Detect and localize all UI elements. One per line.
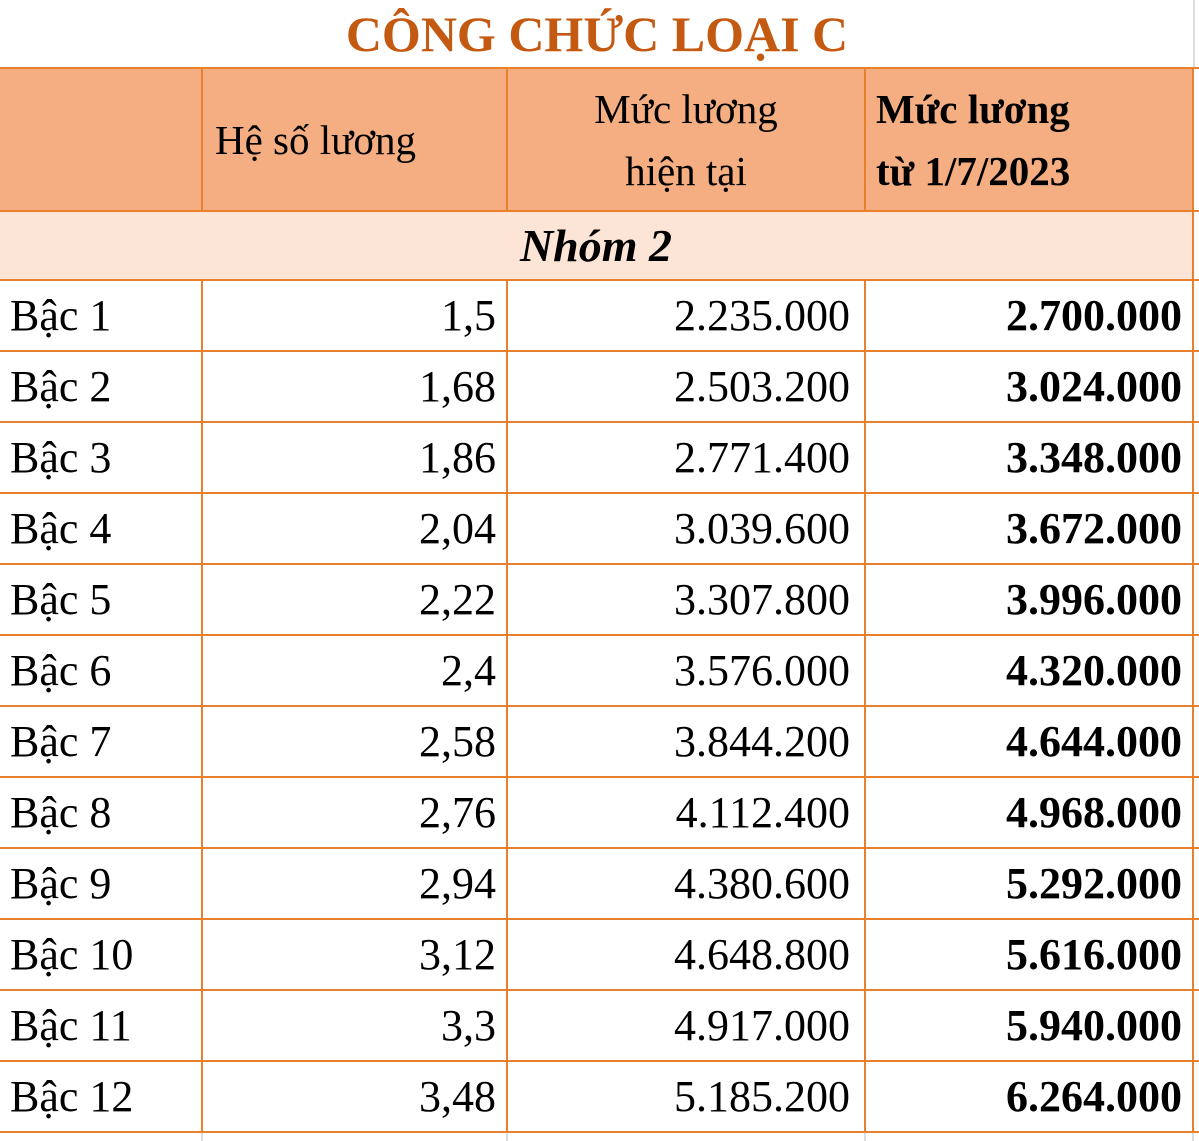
current-salary-cell-value: 3.307.800 — [674, 575, 850, 624]
coefficient-cell — [203, 494, 508, 565]
level-cell — [0, 707, 203, 778]
level-cell-value: Bậc 12 — [10, 1072, 134, 1121]
new-salary-cell-value: 5.616.000 — [1006, 930, 1182, 979]
coefficient-cell — [203, 920, 508, 991]
current-salary-cell — [508, 494, 866, 565]
current-salary-cell — [508, 423, 866, 494]
new-salary-cell — [866, 565, 1194, 636]
cropped-cell — [1194, 1133, 1199, 1141]
cropped-column-cell — [1194, 707, 1199, 778]
cropped-cell — [508, 1133, 866, 1141]
coefficient-cell-value: 3,12 — [419, 930, 496, 979]
current-salary-cell-value: 4.917.000 — [674, 1001, 850, 1050]
current-salary-cell-value: 3.576.000 — [674, 646, 850, 695]
new-salary-cell-value: 2.700.000 — [1006, 291, 1182, 340]
new-salary-cell — [866, 849, 1194, 920]
coefficient-cell-value: 2,22 — [419, 575, 496, 624]
new-salary-cell — [866, 352, 1194, 423]
new-salary-cell-value: 3.348.000 — [1006, 433, 1182, 482]
cropped-column-cell — [1194, 565, 1199, 636]
coefficient-cell — [203, 352, 508, 423]
cropped-column-cell — [1194, 281, 1199, 352]
level-cell-value: Bậc 9 — [10, 859, 112, 908]
level-cell-value: Bậc 11 — [10, 1001, 132, 1050]
new-salary-cell — [866, 423, 1194, 494]
coefficient-cell — [203, 636, 508, 707]
current-salary-cell — [508, 281, 866, 352]
cropped-column-cell — [1194, 991, 1199, 1062]
coefficient-cell-value: 2,76 — [419, 788, 496, 837]
current-salary-cell — [508, 920, 866, 991]
new-salary-cell — [866, 494, 1194, 565]
coefficient-cell-value: 2,58 — [419, 717, 496, 766]
new-salary-cell-value: 4.320.000 — [1006, 646, 1182, 695]
coefficient-cell — [203, 991, 508, 1062]
new-salary-cell-value: 5.940.000 — [1006, 1001, 1182, 1050]
new-salary-cell — [866, 707, 1194, 778]
level-cell-value: Bậc 5 — [10, 575, 112, 624]
level-cell — [0, 1062, 203, 1133]
current-salary-cell — [508, 352, 866, 423]
current-salary-cell-value: 2.235.000 — [674, 291, 850, 340]
current-salary-cell — [508, 778, 866, 849]
cropped-column-cell — [1194, 920, 1199, 991]
cropped-column-cell — [1194, 1062, 1199, 1133]
cropped-column-cell — [1194, 849, 1199, 920]
current-salary-cell — [508, 849, 866, 920]
level-cell — [0, 352, 203, 423]
cropped-gridline — [1193, 0, 1195, 67]
page-title: CÔNG CHỨC LOẠI C — [345, 5, 849, 62]
level-cell — [0, 494, 203, 565]
level-cell-value: Bậc 3 — [10, 433, 112, 482]
group-label: Nhóm 2 — [519, 220, 673, 271]
new-salary-cell-value: 4.968.000 — [1006, 788, 1182, 837]
cropped-column-cell — [1194, 636, 1199, 707]
current-salary-cell — [508, 991, 866, 1062]
cropped-column-cell — [1194, 423, 1199, 494]
cropped-cell — [866, 1133, 1194, 1141]
level-cell-value: Bậc 6 — [10, 646, 112, 695]
current-salary-cell — [508, 565, 866, 636]
header-empty-cell — [0, 69, 203, 212]
level-cell — [0, 423, 203, 494]
new-salary-cell-value: 6.264.000 — [1006, 1072, 1182, 1121]
level-cell — [0, 920, 203, 991]
header-coefficient-label: Hệ số lương — [215, 116, 417, 163]
current-salary-cell-value: 4.648.800 — [674, 930, 850, 979]
level-cell — [0, 991, 203, 1062]
new-salary-cell — [866, 778, 1194, 849]
new-salary-cell — [866, 991, 1194, 1062]
current-salary-cell — [508, 707, 866, 778]
group-label-cell — [0, 212, 1194, 281]
level-cell — [0, 565, 203, 636]
coefficient-cell — [203, 281, 508, 352]
cropped-cell — [0, 1133, 203, 1141]
new-salary-cell-value: 3.024.000 — [1006, 362, 1182, 411]
level-cell-value: Bậc 4 — [10, 504, 112, 553]
salary-table — [0, 67, 1199, 1141]
level-cell-value: Bậc 1 — [10, 291, 112, 340]
cropped-column-cell — [1194, 69, 1199, 212]
new-salary-cell — [866, 281, 1194, 352]
coefficient-cell — [203, 707, 508, 778]
current-salary-cell-value: 5.185.200 — [674, 1072, 850, 1121]
current-salary-cell-value: 3.039.600 — [674, 504, 850, 553]
header-current-salary-cell — [508, 69, 866, 212]
header-new-salary-line1: Mức lương — [876, 85, 1070, 132]
cropped-column-cell — [1194, 212, 1199, 281]
new-salary-cell-value: 3.996.000 — [1006, 575, 1182, 624]
level-cell — [0, 849, 203, 920]
new-salary-cell — [866, 1062, 1194, 1133]
current-salary-cell — [508, 1062, 866, 1133]
level-cell — [0, 636, 203, 707]
header-new-salary-line2: từ 1/7/2023 — [876, 147, 1071, 194]
current-salary-cell-value: 2.503.200 — [674, 362, 850, 411]
level-cell-value: Bậc 10 — [10, 930, 134, 979]
coefficient-cell — [203, 423, 508, 494]
coefficient-cell — [203, 849, 508, 920]
header-new-salary-cell — [866, 69, 1194, 212]
level-cell — [0, 281, 203, 352]
level-cell-value: Bậc 8 — [10, 788, 112, 837]
new-salary-cell — [866, 636, 1194, 707]
coefficient-cell — [203, 1062, 508, 1133]
coefficient-cell-value: 1,86 — [419, 433, 496, 482]
current-salary-cell — [508, 636, 866, 707]
level-cell-value: Bậc 2 — [10, 362, 112, 411]
header-current-salary-line2: hiện tại — [625, 147, 747, 194]
coefficient-cell-value: 3,48 — [419, 1072, 496, 1121]
coefficient-cell-value: 3,3 — [441, 1001, 496, 1050]
new-salary-cell-value: 5.292.000 — [1006, 859, 1182, 908]
current-salary-cell-value: 4.112.400 — [675, 788, 850, 837]
current-salary-cell-value: 3.844.200 — [674, 717, 850, 766]
cropped-column-cell — [1194, 352, 1199, 423]
header-current-salary-line1: Mức lương — [594, 85, 778, 132]
new-salary-cell — [866, 920, 1194, 991]
coefficient-cell-value: 1,68 — [419, 362, 496, 411]
header-coefficient-cell — [203, 69, 508, 212]
coefficient-cell — [203, 565, 508, 636]
level-cell — [0, 778, 203, 849]
cropped-column-cell — [1194, 778, 1199, 849]
new-salary-cell-value: 4.644.000 — [1006, 717, 1182, 766]
coefficient-cell-value: 2,4 — [441, 646, 496, 695]
coefficient-cell — [203, 778, 508, 849]
coefficient-cell-value: 1,5 — [441, 291, 496, 340]
current-salary-cell-value: 2.771.400 — [674, 433, 850, 482]
new-salary-cell-value: 3.672.000 — [1006, 504, 1182, 553]
level-cell-value: Bậc 7 — [10, 717, 112, 766]
cropped-cell — [203, 1133, 508, 1141]
current-salary-cell-value: 4.380.600 — [674, 859, 850, 908]
coefficient-cell-value: 2,04 — [419, 504, 496, 553]
coefficient-cell-value: 2,94 — [419, 859, 496, 908]
cropped-column-cell — [1194, 494, 1199, 565]
